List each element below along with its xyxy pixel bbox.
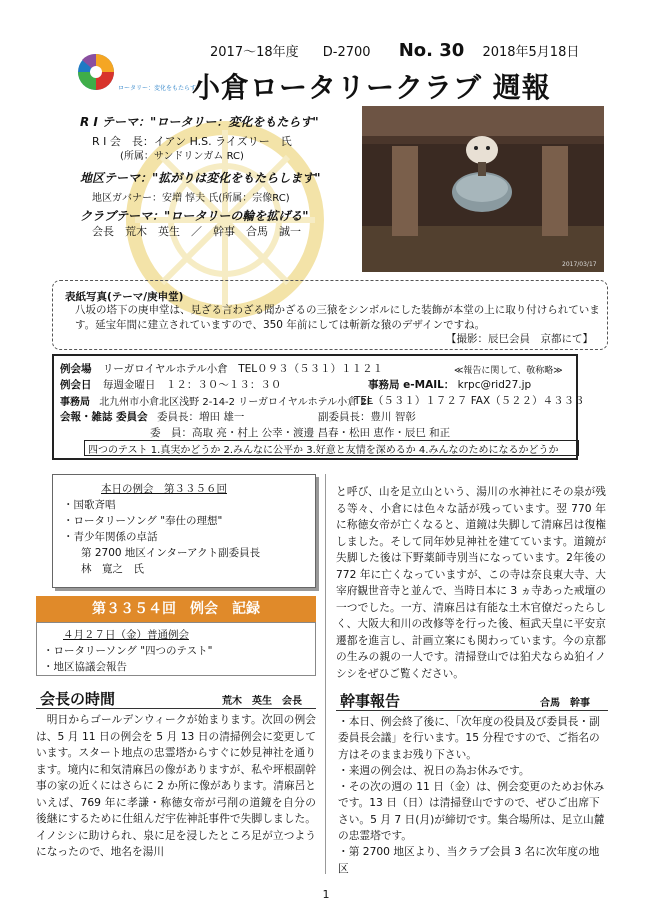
column-divider	[325, 474, 326, 874]
record-date: ４月２７日（金）普通例会	[63, 629, 189, 641]
cover-photo	[362, 106, 604, 272]
ri-theme: R I テーマ："ロータリー：変化をもたらす"	[80, 115, 319, 129]
secretary-section-title: 幹事報告	[340, 692, 401, 710]
honorific-note: ≪報告に関して、敬称略≫	[454, 366, 563, 376]
cover-caption-title: 表紙写真(テーマ/庚申堂)	[65, 291, 184, 303]
president-rule	[36, 708, 316, 709]
photo-credit: 【撮影：辰巳会員 京都にて】	[446, 333, 593, 345]
committee-label: 会報・雑誌 委員会	[60, 411, 148, 423]
meeting-day-label: 例会日	[60, 379, 92, 391]
photo-date-stamp: 2017/03/17	[562, 261, 597, 268]
fiscal-year: 2017〜18年度	[210, 45, 299, 60]
ri-president-club: (所属：サンドリンガム RC)	[120, 151, 244, 162]
ri-president: R I 会 長：イアン H.S. ライズリー 氏	[92, 135, 292, 148]
club-title: 小倉ロータリークラブ 週報	[192, 71, 551, 104]
issue-header	[210, 40, 579, 61]
secretary-item: ・来週の例会は、祝日の為お休みです。	[338, 763, 530, 777]
secretary-rule	[336, 710, 608, 711]
venue-label: 例会場	[60, 363, 92, 375]
district-number: D-2700	[322, 45, 371, 60]
office-email[interactable]: krpc@rid27.jp	[457, 379, 532, 391]
theme-block	[80, 116, 350, 242]
secretary-item: ・第 2700 地区より、当クラブ会員 3 名に次年度の地区	[338, 845, 600, 875]
record-item-report: ・地区協議会報告	[43, 661, 127, 673]
page-number: 1	[322, 888, 330, 901]
cover-caption-box	[52, 280, 608, 350]
district-governor: 地区ガバナー：安増 惇夫 氏(所属：宗像RC)	[92, 193, 290, 204]
president-byline: 荒木 英生 会長	[222, 696, 302, 707]
venue: リーガロイヤルホテル小倉 TEL０９３（５３１）１１２１	[102, 363, 384, 375]
today-item-talk: ・青少年関係の卓話	[63, 531, 158, 543]
secretary-item: ・その次の週の 11 日（金）は、例会変更のためお休みです。13 日（日）は清掃登山ですので、ぜひご出席下さい。5 月 7 日(月)が締切です。集合場所は、足立山麓の忠霊塔です。	[338, 780, 605, 843]
cover-caption-text: 八坂の塔下の庚申堂は、見ざる言わざる聞かざるの三猿をシンボルにした装飾が本堂の上に取り付けられています。延宝年間に建立されていますので、350 年前にしては斬新な猿のデザインですね。	[75, 304, 600, 331]
office-phone-fax: TEL（５３１）１７２７ FAX（５２２）４３３３	[354, 395, 585, 407]
office-label: 事務局	[60, 397, 90, 408]
president-message: 明日からゴールデンウィークが始まります。次回の例会は、5 月 11 日の例会を 5 月 13 日の清掃例会に変更しています。スタート地点の忠霊塔からすぐに妙見神社を通ります。境内に和気清麻呂の像がありますが、私や坪根副幹事の家の近くにはさらに 2 か所に像があります。清麻呂といえば、769 年に孝謙・称徳女帝が弓削の道鏡を自分の後継にするために仕組んだ宇佐神託事件で失脚しました。イノシシに助けられ、泉に足を浸したところ足が立つようになったので、地名を湯川	[36, 713, 316, 858]
president-section-title: 会長の時間	[40, 690, 116, 708]
club-info-box	[52, 354, 585, 460]
record-item-song: ・ロータリーソング "四つのテスト"	[43, 645, 213, 657]
committee-members: 委 員：高取 亮・村上 公幸・渡邊 昌春・松田 恵作・辰巳 和正	[150, 427, 451, 439]
secretary-item: ・本日、例会終了後に、「次年度の役員及び委員長・副委員長会議」を行います。15 分程ですので、ご指名の方はそのままお残り下さい。	[338, 715, 600, 761]
issue-number: No. 30	[398, 40, 465, 61]
today-item-song: ・ロータリーソング "奉仕の理想"	[63, 515, 223, 527]
meeting-record-bar: 第３３５４回 例会 記録	[36, 596, 316, 622]
meeting-record-box	[36, 622, 316, 676]
club-officers: 会長 荒木 英生 ／ 幹事 合馬 誠一	[92, 225, 301, 238]
today-meeting-box	[52, 474, 316, 588]
four-way-test: 四つのテスト 1.真実かどうか 2.みんなに公平か 3.好意と友情を深めるか 4.みんなのためになるかどうか	[84, 440, 579, 456]
today-item-anthem: ・国歌斉唱	[63, 499, 116, 511]
office-address: 北九州市小倉北区浅野 2-14-2 リーガロイヤルホテル小倉 2F	[99, 397, 373, 408]
committee-chair: 委員長：増田 雄一	[157, 411, 245, 423]
logo-caption: ロータリー：変化をもたらす	[118, 85, 197, 92]
meeting-day: 毎週金曜日 １２：３０〜１３：３０	[102, 379, 282, 391]
issue-date: 2018年5月18日	[482, 45, 580, 60]
today-meeting-title: 本日の例会 第３３５６回	[101, 483, 227, 495]
district-theme: 地区テーマ："拡がりは変化をもたらします"	[80, 171, 321, 185]
club-theme: クラブテーマ："ロータリーの輪を拡げる"	[80, 209, 309, 223]
speaker-role: 第 2700 地区インターアクト副委員長	[81, 547, 261, 559]
president-message-continued: と呼び、山を足立山という、湯川の水神社にその泉が残る等々、小倉には色々な話が残っています。翌 770 年に称徳女帝が亡くなると、道鏡は失脚して清麻呂は復権しました。そして同年妙見神社を建てています。道鏡が失脚した後は下野薬師寺別当になっています。2年後の 772 年に亡くなっていますが、この寺は奈良東大寺、大宰府観世音寺と並んで、当時日本に 3 ヵ寺あった戒壇の一つでした。一方、清麻呂は有能な土木官僚だったらしく、大阪大和川の改修等を行った後、桓武天皇に平安京遷都を進言し、計画立案にも関わっています。今の京都の生みの親の一人です。清掃登山では狛犬ならぬ狛イノシシをぜひご覧ください。	[336, 485, 606, 680]
committee-vice-chair: 副委員長：豊川 智彰	[318, 411, 416, 423]
secretary-report	[338, 714, 608, 877]
secretary-byline: 合馬 幹事	[540, 698, 590, 709]
email-label: 事務局 e-MAIL：	[368, 379, 455, 391]
speaker-name: 林 寛之 氏	[81, 563, 144, 575]
